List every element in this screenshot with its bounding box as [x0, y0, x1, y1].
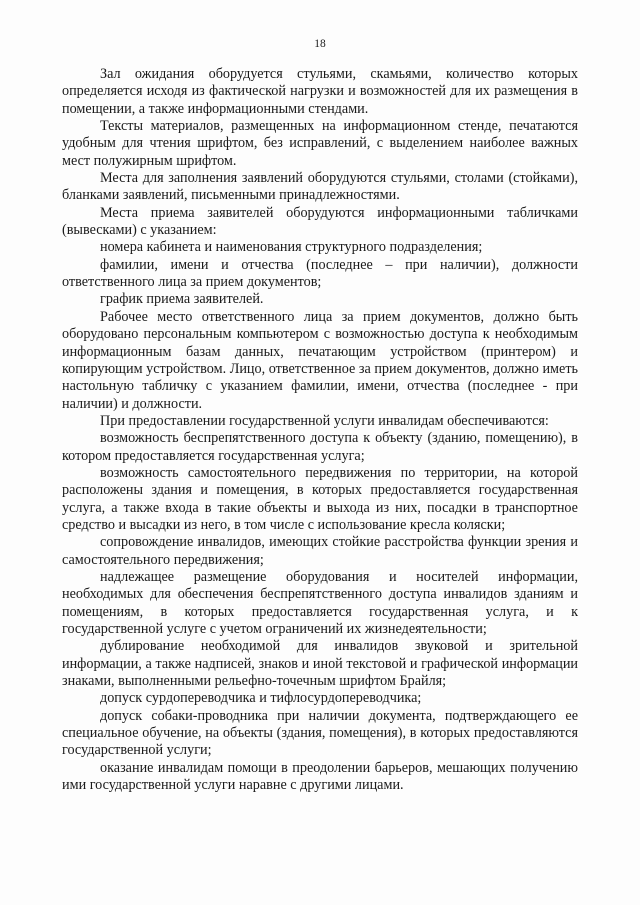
paragraph-stand-texts: Тексты материалов, размещенных на информационном стенде, печатаются удобным для чтения шрифтом, без исправлений, с выделением наиболее важных мест полужирным шрифтом.	[62, 118, 578, 169]
paragraph-reception-places: Места приема заявителей оборудуются информационными табличками (вывесками) с указанием:	[62, 204, 578, 239]
paragraph-application-places: Места для заполнения заявлений оборудуются стульями, столами (стойками), бланками заявлений, письменными принадлежностями.	[62, 170, 578, 204]
list-item-sign-interpreter: допуск сурдопереводчика и тифлосурдопереводчика;	[100, 690, 422, 707]
paragraph-waiting-hall: Зал ожидания оборудуется стульями, скамьями, количество которых определяется исходя из фактической нагрузки и возможностей для их размещения в помещении, а также информационными стендами.	[62, 66, 578, 117]
document-body	[62, 66, 578, 794]
list-item-braille-duplication: дублирование необходимой для инвалидов звуковой и зрительной информации, а также надписей, знаков и иной текстовой и графической информации знаками, выполненными рельефно-точечным шрифтом Брайля;	[62, 638, 578, 690]
list-item-barrier-assistance: оказание инвалидам помощи в преодолении барьеров, мешающих получению ими государственной услуги наравне с другими лицами.	[62, 759, 578, 794]
list-item-equipment-placement: надлежащее размещение оборудования и носителей информации, необходимых для обеспечения беспрепятственного доступа инвалидов зданиям и помещениям, в которых предоставляется государственная услуга, и к государственной услуге с учетом ограничений их жизнедеятельности;	[62, 568, 578, 637]
list-item-movement: возможность самостоятельного передвижения по территории, на которой расположены здания и помещения, в которых предоставляется государственная услуга, а также входа в такие объекты и выхода из них, посадки в транспортное средство и высадки из него, в том числе с использование кресла коляски;	[62, 464, 578, 533]
list-item-access: возможность беспрепятственного доступа к объекту (зданию, помещению), в котором предоставляется государственная услуга;	[62, 430, 578, 464]
page-number: 18	[314, 38, 326, 50]
list-item-guide-dog: допуск собаки-проводника при наличии документа, подтверждающего ее специальное обучение, на объекты (здания, помещения), в которых предоставляются государственной услуги;	[62, 707, 578, 759]
list-item-responsible-person: фамилии, имени и отчества (последнее – при наличии), должности ответственного лица за прием документов;	[62, 256, 578, 291]
paragraph-disabled-provision: При предоставлении государственной услуги инвалидам обеспечиваются:	[100, 412, 549, 429]
list-item-reception-schedule: график приема заявителей.	[100, 291, 264, 308]
list-item-escort: сопровождение инвалидов, имеющих стойкие расстройства функции зрения и самостоятельного передвижения;	[62, 534, 578, 568]
paragraph-workplace: Рабочее место ответственного лица за прием документов, должно быть оборудовано персональным компьютером с возможностью доступа к необходимым информационным базам данных, печатающим устройством (принтером) и копирующим устройством. Лицо, ответственное за прием документов, должно иметь настольную табличку с указанием фамилии, имени, отчества (последнее - при наличии) и должности.	[62, 308, 578, 412]
list-item-office-number: номера кабинета и наименования структурного подразделения;	[100, 239, 483, 256]
